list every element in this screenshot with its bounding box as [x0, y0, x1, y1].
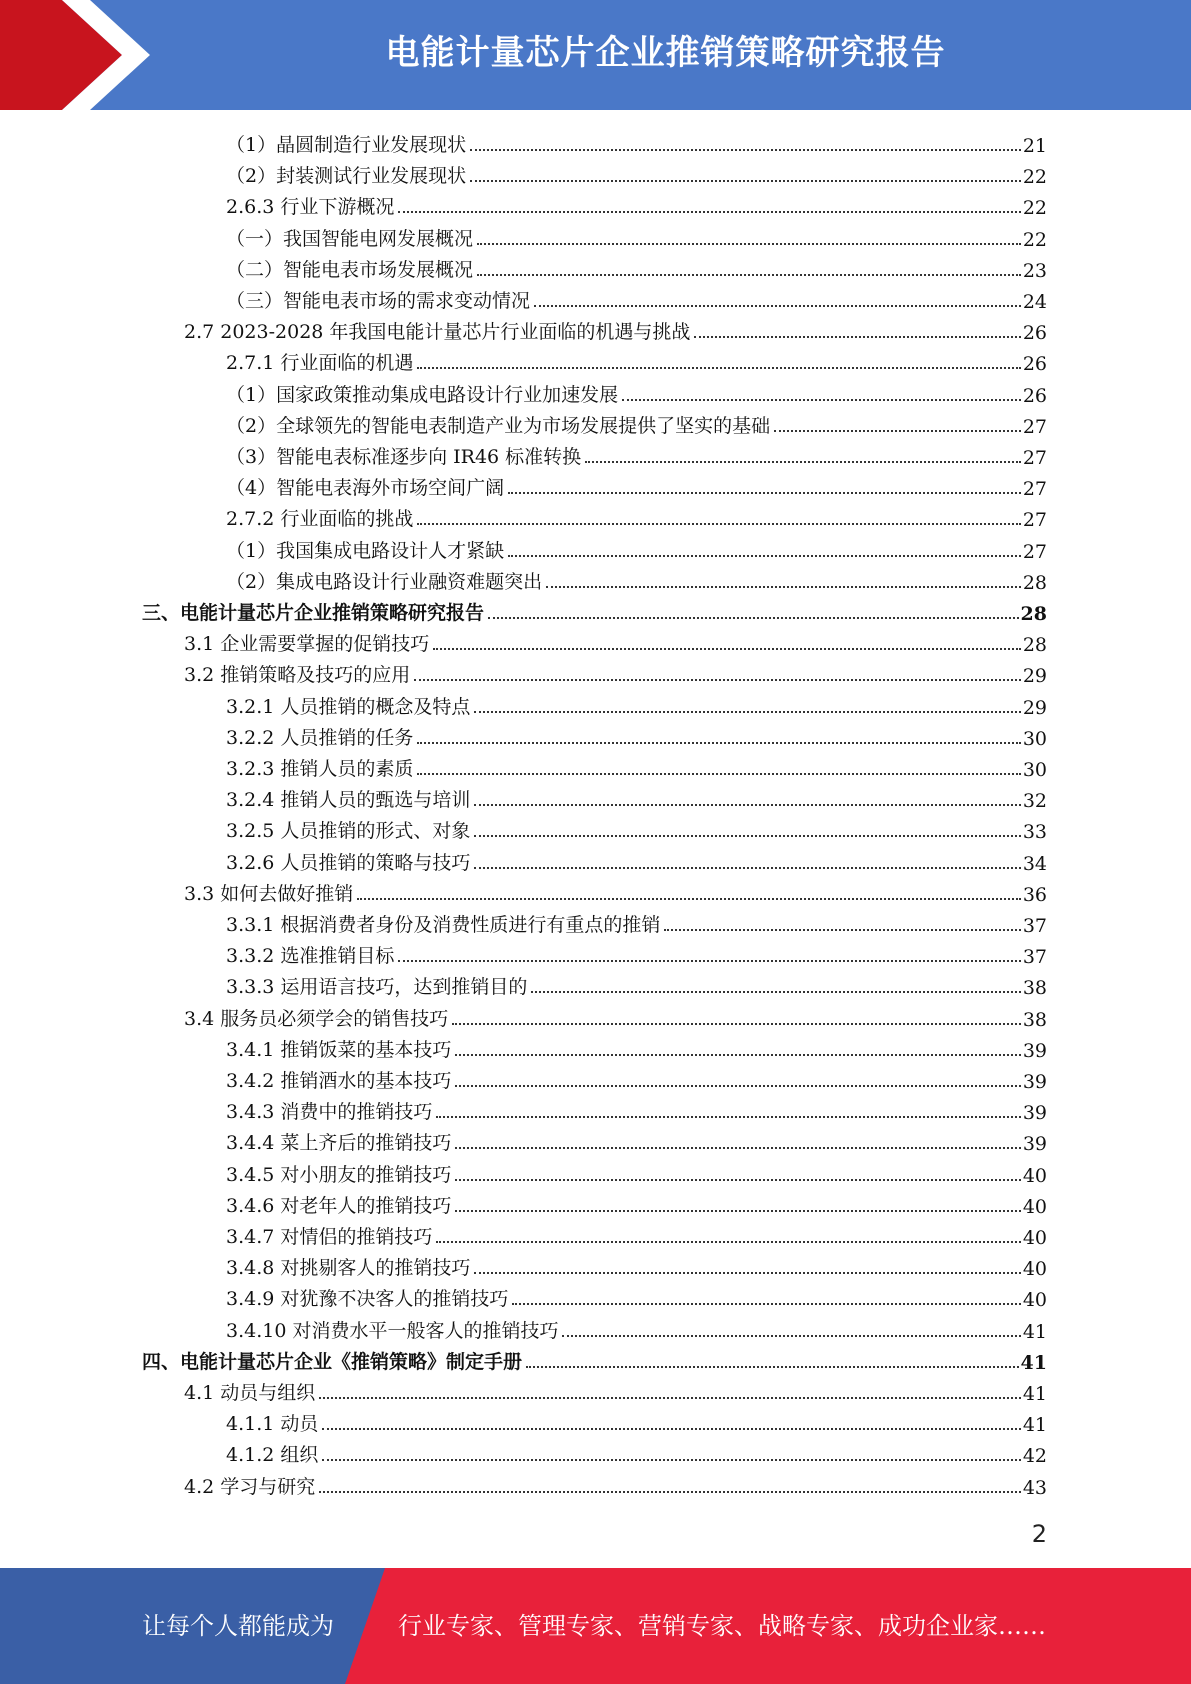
toc-entry[interactable]: [226, 1156, 1047, 1187]
toc-dot-leader: [436, 1116, 1020, 1118]
toc-entry-title: 3.3.1 根据消费者身份及消费性质进行有重点的推销: [226, 914, 661, 936]
toc-entry-page: 37: [1022, 915, 1047, 937]
toc-dot-leader: [417, 742, 1020, 744]
toc-entry-title: 2.7.2 行业面临的挑战: [226, 508, 414, 531]
toc-entry-title: 3.4.2 推销酒水的基本技巧: [226, 1070, 452, 1092]
toc-entry-page: 27: [1022, 509, 1047, 532]
toc-entry-title: 3.2.1 人员推销的概念及特点: [226, 695, 471, 718]
toc-entry[interactable]: [226, 937, 1047, 968]
toc-dot-leader: [585, 461, 1021, 463]
toc-entry-page: 30: [1022, 759, 1047, 781]
toc-entry[interactable]: [226, 968, 1047, 999]
toc-entry[interactable]: [226, 1093, 1047, 1124]
toc-entry-page: 29: [1022, 696, 1047, 719]
toc-entry-title: 4.1.2 组织: [226, 1444, 319, 1467]
toc-entry-title: 4.1.1 动员: [226, 1413, 319, 1436]
toc-entry[interactable]: [226, 407, 1047, 438]
toc-entry[interactable]: [226, 188, 1047, 219]
toc-entry[interactable]: [142, 1343, 1047, 1374]
toc-entry[interactable]: [226, 532, 1047, 563]
toc-entry-title: 3.3 如何去做好推销: [184, 882, 354, 905]
toc-entry-page: 26: [1022, 384, 1047, 407]
toc-entry[interactable]: [226, 1124, 1047, 1155]
footer-slogan-left: 让每个人都能成为: [142, 1612, 334, 1640]
toc-entry-page: 27: [1022, 540, 1047, 563]
toc-entry[interactable]: [142, 594, 1047, 625]
toc-entry-title: 3.4.7 对情侣的推销技巧: [226, 1226, 433, 1248]
toc-entry-page: 26: [1022, 353, 1047, 376]
toc-entry-page: 24: [1022, 291, 1047, 313]
toc-entry-title: 3.4 服务员必须学会的销售技巧: [184, 1007, 449, 1030]
toc-entry[interactable]: [184, 1374, 1047, 1405]
toc-dot-leader: [508, 492, 1021, 494]
toc-dot-leader: [477, 243, 1021, 245]
toc-entry-title: 3.2.2 人员推销的任务: [226, 726, 414, 749]
toc-dot-leader: [455, 1054, 1020, 1056]
toc-dot-leader: [622, 399, 1021, 401]
toc-entry[interactable]: [226, 781, 1047, 812]
toc-dot-leader: [474, 867, 1020, 869]
toc-entry-page: 22: [1022, 166, 1047, 189]
toc-entry-title: 3.3.2 选准推销目标: [226, 945, 395, 968]
toc-entry-page: 27: [1022, 478, 1047, 501]
page-number: 2: [1031, 1520, 1047, 1548]
toc-entry[interactable]: [226, 1312, 1047, 1343]
toc-entry-page: 43: [1022, 1476, 1047, 1499]
toc-entry-page: 39: [1022, 1039, 1047, 1062]
toc-entry-page: 40: [1022, 1164, 1047, 1187]
toc-dot-leader: [488, 617, 1019, 619]
toc-entry[interactable]: [226, 719, 1047, 750]
toc-dot-leader: [526, 1366, 1019, 1368]
toc-dot-leader: [414, 679, 1021, 681]
toc-dot-leader: [455, 1085, 1020, 1087]
toc-dot-leader: [417, 367, 1020, 369]
toc-entry[interactable]: [226, 344, 1047, 375]
toc-entry-title: 3.2.3 推销人员的素质: [226, 758, 414, 780]
toc-entry-title: 3.4.3 消费中的推销技巧: [226, 1101, 433, 1124]
toc-entry-page: 41: [1022, 1414, 1047, 1437]
toc-entry[interactable]: [226, 812, 1047, 843]
toc-entry[interactable]: [184, 1000, 1047, 1031]
toc-entry-title: 3.2.4 推销人员的甄选与培训: [226, 789, 471, 812]
toc-entry[interactable]: [226, 1436, 1047, 1467]
toc-entry-title: 3.2.5 人员推销的形式、对象: [226, 820, 471, 843]
toc-entry-page: 30: [1022, 727, 1047, 750]
toc-entry[interactable]: [226, 1280, 1047, 1311]
toc-dot-leader: [417, 523, 1020, 525]
toc-dot-leader: [531, 991, 1020, 993]
toc-entry[interactable]: [226, 282, 1047, 313]
toc-entry[interactable]: [226, 1218, 1047, 1249]
toc-dot-leader: [474, 804, 1020, 806]
toc-entry-title: （1）我国集成电路设计人才紧缺: [226, 539, 505, 562]
toc-entry-title: 3.2.6 人员推销的策略与技巧: [226, 851, 471, 874]
toc-entry-title: 3.4.8 对挑剔客人的推销技巧: [226, 1257, 471, 1280]
toc-entry-page: 41: [1020, 1351, 1047, 1374]
toc-entry-page: 39: [1022, 1133, 1047, 1156]
toc-entry-page: 22: [1022, 197, 1047, 220]
toc-entry-page: 41: [1022, 1320, 1047, 1343]
toc-entry-title: （2）封装测试行业发展现状: [226, 165, 467, 188]
toc-entry-page: 40: [1022, 1289, 1047, 1312]
toc-entry[interactable]: [226, 126, 1047, 157]
toc-entry-page: 37: [1022, 946, 1047, 969]
toc-entry-page: 38: [1022, 1008, 1047, 1031]
toc-entry-page: 34: [1022, 852, 1047, 875]
toc-entry-page: 23: [1022, 259, 1047, 282]
toc-dot-leader: [452, 1023, 1021, 1025]
toc-dot-leader: [455, 1179, 1020, 1181]
toc-entry-page: 26: [1022, 322, 1047, 345]
toc-entry-page: 32: [1022, 790, 1047, 813]
toc-dot-leader: [470, 180, 1021, 182]
toc-entry-page: 36: [1022, 883, 1047, 906]
toc-entry[interactable]: [226, 500, 1047, 531]
toc-entry-title: 3.2 推销策略及技巧的应用: [184, 664, 411, 687]
toc-entry[interactable]: [226, 906, 1047, 937]
toc-entry[interactable]: [226, 1249, 1047, 1280]
toc-entry[interactable]: [184, 875, 1047, 906]
toc-entry-title: （1）国家政策推动集成电路设计行业加速发展: [226, 383, 619, 406]
toc-dot-leader: [774, 430, 1021, 432]
toc-dot-leader: [398, 211, 1020, 213]
toc-entry-title: 四、电能计量芯片企业《推销策略》制定手册: [142, 1350, 523, 1373]
toc-dot-leader: [322, 1459, 1020, 1461]
toc-entry[interactable]: [226, 438, 1047, 469]
toc-entry-title: （1）晶圆制造行业发展现状: [226, 134, 467, 156]
toc-entry[interactable]: [226, 1062, 1047, 1093]
toc-entry-title: （二）智能电表市场发展概况: [226, 258, 474, 281]
toc-entry-page: 39: [1022, 1071, 1047, 1093]
toc-entry-title: 3.4.10 对消费水平一般客人的推销技巧: [226, 1319, 559, 1342]
toc-entry-page: 27: [1022, 415, 1047, 438]
toc-entry-page: 33: [1022, 821, 1047, 844]
toc-entry-title: 3.1 企业需要掌握的促销技巧: [184, 633, 430, 656]
toc-entry-title: 3.4.6 对老年人的推销技巧: [226, 1194, 452, 1217]
page-footer: [0, 1568, 1191, 1684]
toc-entry-title: 3.4.9 对犹豫不决客人的推销技巧: [226, 1288, 509, 1311]
toc-entry-page: 28: [1022, 571, 1047, 594]
toc-dot-leader: [664, 929, 1020, 931]
toc-entry-page: 28: [1020, 603, 1047, 625]
toc-entry-title: 三、电能计量芯片企业推销策略研究报告: [142, 602, 485, 624]
toc-entry[interactable]: [226, 1187, 1047, 1218]
toc-entry-page: 22: [1022, 228, 1047, 251]
toc-entry[interactable]: [226, 251, 1047, 282]
toc-entry[interactable]: [226, 750, 1047, 781]
document-title: 电能计量芯片企业推销策略研究报告: [385, 33, 946, 73]
toc-dot-leader: [455, 1210, 1020, 1212]
toc-entry[interactable]: [226, 688, 1047, 719]
toc-entry-title: 2.7.1 行业面临的机遇: [226, 352, 414, 375]
toc-entry-title: 4.2 学习与研究: [184, 1475, 316, 1498]
toc-entry[interactable]: [226, 563, 1047, 594]
toc-entry-page: 40: [1022, 1227, 1047, 1249]
toc-entry-title: （一）我国智能电网发展概况: [226, 227, 474, 250]
toc-entry[interactable]: [226, 1031, 1047, 1062]
toc-dot-leader: [474, 711, 1020, 713]
toc-entry[interactable]: [226, 844, 1047, 875]
toc-entry[interactable]: [184, 656, 1047, 687]
toc-entry-page: 28: [1022, 634, 1047, 657]
toc-dot-leader: [512, 1303, 1020, 1305]
toc-dot-leader: [436, 1241, 1020, 1243]
toc-dot-leader: [470, 149, 1021, 151]
toc-dot-leader: [319, 1491, 1021, 1493]
toc-entry-title: 3.4.1 推销饭菜的基本技巧: [226, 1038, 452, 1061]
page-header: [0, 0, 1191, 110]
toc-dot-leader: [319, 1397, 1021, 1399]
toc-entry-title: 2.6.3 行业下游概况: [226, 196, 395, 219]
toc-entry[interactable]: [226, 157, 1047, 188]
toc-entry-title: （3）智能电表标准逐步向 IR46 标准转换: [226, 446, 582, 468]
footer-slogan-right: 行业专家、管理专家、营销专家、战略专家、成功企业家……: [398, 1612, 1046, 1640]
toc-entry-title: 3.4.5 对小朋友的推销技巧: [226, 1163, 452, 1186]
toc-dot-leader: [357, 898, 1021, 900]
toc-dot-leader: [455, 1147, 1020, 1149]
toc-dot-leader: [417, 773, 1020, 775]
toc-dot-leader: [433, 648, 1021, 650]
toc-entry-title: （2）全球领先的智能电表制造产业为市场发展提供了坚实的基础: [226, 414, 771, 437]
toc-entry-title: 3.4.4 菜上齐后的推销技巧: [226, 1132, 452, 1155]
toc-entry-page: 39: [1022, 1102, 1047, 1125]
toc-entry-title: （4）智能电表海外市场空间广阔: [226, 477, 505, 500]
toc-entry-page: 29: [1022, 665, 1047, 688]
toc-dot-leader: [474, 1272, 1020, 1274]
toc-entry-title: （2）集成电路设计行业融资难题突出: [226, 570, 543, 593]
toc-entry-page: 42: [1022, 1445, 1047, 1468]
toc-dot-leader: [322, 1428, 1020, 1430]
toc-entry[interactable]: [226, 469, 1047, 500]
toc-entry-title: 2.7 2023-2028 年我国电能计量芯片行业面临的机遇与挑战: [184, 321, 691, 344]
toc-entry-page: 41: [1022, 1383, 1047, 1405]
toc-entry-title: （三）智能电表市场的需求变动情况: [226, 290, 531, 312]
toc-entry-page: 21: [1022, 135, 1047, 157]
toc-entry[interactable]: [226, 1405, 1047, 1436]
toc-entry-page: 40: [1022, 1258, 1047, 1281]
toc-dot-leader: [546, 586, 1021, 588]
toc-entry-page: 27: [1022, 447, 1047, 469]
toc-dot-leader: [477, 274, 1021, 276]
toc-dot-leader: [694, 336, 1020, 338]
toc-entry-page: 38: [1022, 977, 1047, 1000]
toc-entry[interactable]: [184, 1468, 1047, 1499]
toc-entry-page: 40: [1022, 1195, 1047, 1218]
toc-dot-leader: [534, 305, 1021, 307]
toc-dot-leader: [398, 960, 1020, 962]
toc-entry[interactable]: [226, 220, 1047, 251]
toc-dot-leader: [508, 555, 1021, 557]
toc-entry-title: 4.1 动员与组织: [184, 1382, 316, 1404]
toc-dot-leader: [562, 1335, 1020, 1337]
toc-entry[interactable]: [226, 376, 1047, 407]
toc-entry[interactable]: [184, 313, 1047, 344]
toc-entry-title: 3.3.3 运用语言技巧，达到推销目的: [226, 976, 528, 999]
toc-entry[interactable]: [184, 625, 1047, 656]
toc-dot-leader: [474, 835, 1020, 837]
